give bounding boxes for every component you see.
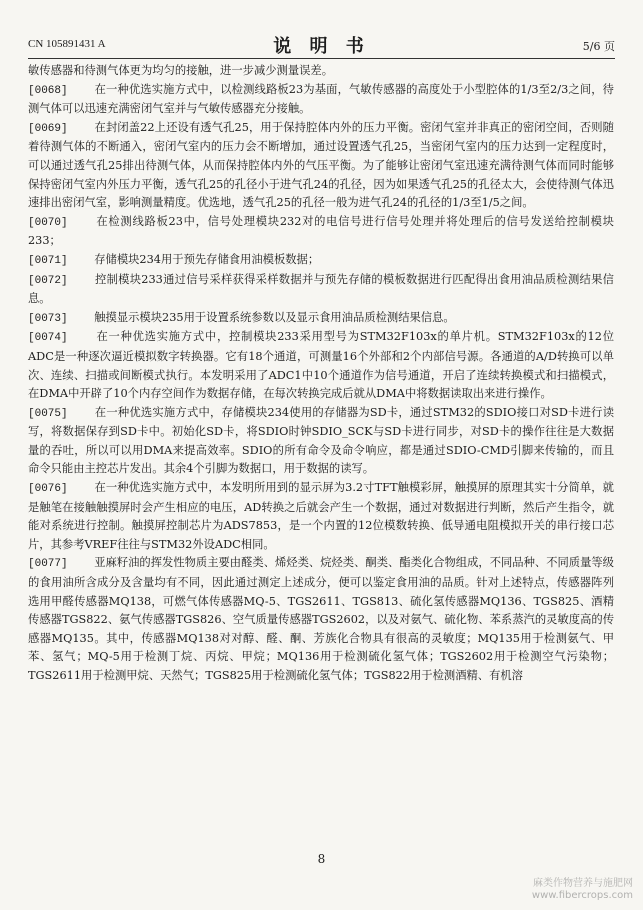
paragraph-text: 在一种优选实施方式中，存储模块234使用的存储器为SD卡，通过STM32的SDIO接口对SD卡进行读写，将数据保存到SD卡中。初始化SD卡，将SDIO时钟SDIO_SCK与SD卡进行同步，对SD卡的操作往往是大数据量的吞吐，所以可以用DMA来提高效率。SDIO的所有命令及命令响应，都是通过SDIO-CMD引脚来传输的，而且命令只能由主控芯片发出。其余4个引脚为数据口，用于数据的读写。 (28, 405, 614, 476)
paragraph-number: [0074] (28, 332, 68, 345)
paragraph-text: 在一种优选实施方式中，本发明所用到的显示屏为3.2寸TFT触模彩屏，触摸屏的原理其实十分简单，就是触笔在接触触摸屏时会产生相应的电压，AD转换之后就会产生一个数据，通过对数据进行判断，然后产生指令，就能对系统进行控制。触摸屏控制芯片为ADS7853，是一个内置的12位模数转换、低导通电阻模拟开关的串行接口芯片，其参考VREF往往与STM32外设ADC相同。 (28, 481, 614, 551)
paragraph-continuation (28, 62, 614, 81)
paragraph-number: [0068] (28, 84, 68, 97)
paragraph-text: 在一种优选实施方式中，控制模块233采用型号为STM32F103x的单片机。STM32F103x的12位ADC是一种逐次逼近模拟数字转换器。它有18个通道，可测量16个外部和2个内部信号源。各通道的A/D转换可以单次、连续、扫描或间断模式执行。本发明采用了ADC1中10个通道作为信号通道，开启了连续转换模式和扫描模式，在DMA中开辟了10个内存空间作为数据存储，在每次转换完成后就从DMA中将数据读取出来进行操作。 (28, 330, 614, 401)
paragraph-number: [0077] (28, 558, 68, 571)
paragraph-number: [0071] (28, 254, 68, 267)
paragraph-text: 在检测线路板23中，信号处理模块232对的电信号进行信号处理并将处理后的信号发送给控制模块233； (28, 214, 614, 248)
watermark-line-2: www.fibercrops.com (531, 890, 633, 901)
page-ratio: 5/6 页 (582, 40, 615, 53)
page-header (28, 30, 615, 56)
paragraph-0076 (28, 479, 614, 554)
site-watermark (532, 878, 633, 902)
paragraph-0072 (28, 271, 614, 309)
paragraph-text: 亚麻籽油的挥发性物质主要由醛类、烯烃类、烷烃类、酮类、酯类化合物组成，不同品种、不同质量等级的食用油所含成分及含量均有不同，因此通过测定上述成分，便可以鉴定食用油的品质。针对上述特点，传感器阵列选用甲醛传感器MQ138，可燃气体传感器MQ-5、TGS2611、TGS813、硫化氢传感器MQ136、TGS825、酒精传感器TGS822、氨气传感器TGS826、空气质量传感器TGS2602，以及对氨气、硫化物、苯系蒸汽的灵敏度高的传感器MQ135。其中，传感器MQ138对对醇、醛、酮、芳族化合物具有很高的灵敏度；MQ135用于检测氨气、甲苯、氢气；MQ-5用于检测丁烷、丙烷、甲烷；MQ136用于检测硫化氢气体；TGS2602用于检测空气污染物；TGS2611用于检测甲烷、天然气；TGS825用于检测硫化氢气体；TGS822用于检测酒精、有机溶 (28, 556, 614, 682)
paragraph-text: 在一种优选实施方式中，以检测线路板23为基面，气敏传感器的高度处于小型腔体的1/3至2/3之间，待测气体可以迅速充满密闭气室并与气敏传感器充分接触。 (28, 82, 614, 116)
paragraph-text: 触摸显示模块235用于设置系统参数以及显示食用油品质检测结果信息。 (94, 310, 455, 324)
paragraph-number: [0069] (28, 122, 68, 135)
paragraph-0077 (28, 554, 614, 685)
paragraph-text: 存储模块234用于预先存储食用油模板数据； (94, 252, 320, 266)
paragraph-text: 敏传感器和待测气体更为均匀的接触，进一步减少测量误差。 (28, 64, 334, 77)
paragraph-0073 (28, 309, 614, 329)
watermark-line-1: 麻类作物营养与施肥网 (533, 878, 633, 889)
paragraph-0068 (28, 81, 614, 119)
paragraph-number: [0076] (28, 483, 68, 496)
header-rule (28, 58, 615, 59)
paragraph-0075 (28, 404, 614, 479)
paragraph-text: 在封闭盖22上还设有透气孔25，用于保持腔体内外的压力平衡。密闭气室并非真正的密闭空间，否则随着待测气体的不断通入，密闭气室内的压力会不断增加，通过设置透气孔25，当密闭气室内的压力达到一定程度时，可以通过透气孔25排出待测气体，从而保持腔体内外的气压平衡。为了能够让密闭气室迅速充满待测气体而同时能够保持密闭气室内外压力平衡，透气孔25的孔径小于进气孔24的孔径，因为如果透气孔25的孔径太大，会使待测气体迅速排出密闭气室，影响测量精度。优选地，透气孔25的孔径一般为进气孔24的孔径的1/3至1/5之间。 (28, 120, 614, 210)
paragraph-0069 (28, 119, 614, 213)
document-body (28, 62, 614, 686)
paragraph-text: 控制模块233通过信号采样获得采样数据并与预先存储的模板数据进行匹配得出食用油品质检测结果信息。 (28, 272, 614, 306)
paragraph-number: [0072] (28, 274, 68, 287)
patent-number: CN 105891431 A (28, 38, 106, 50)
paragraph-0071 (28, 251, 614, 271)
document-title: 说 明 书 (273, 36, 370, 57)
paragraph-number: [0075] (28, 407, 68, 420)
paragraph-0070 (28, 213, 614, 251)
page-number: 8 (317, 852, 326, 866)
paragraph-number: [0070] (28, 216, 68, 229)
paragraph-number: [0073] (28, 312, 68, 325)
paragraph-0074 (28, 328, 614, 403)
